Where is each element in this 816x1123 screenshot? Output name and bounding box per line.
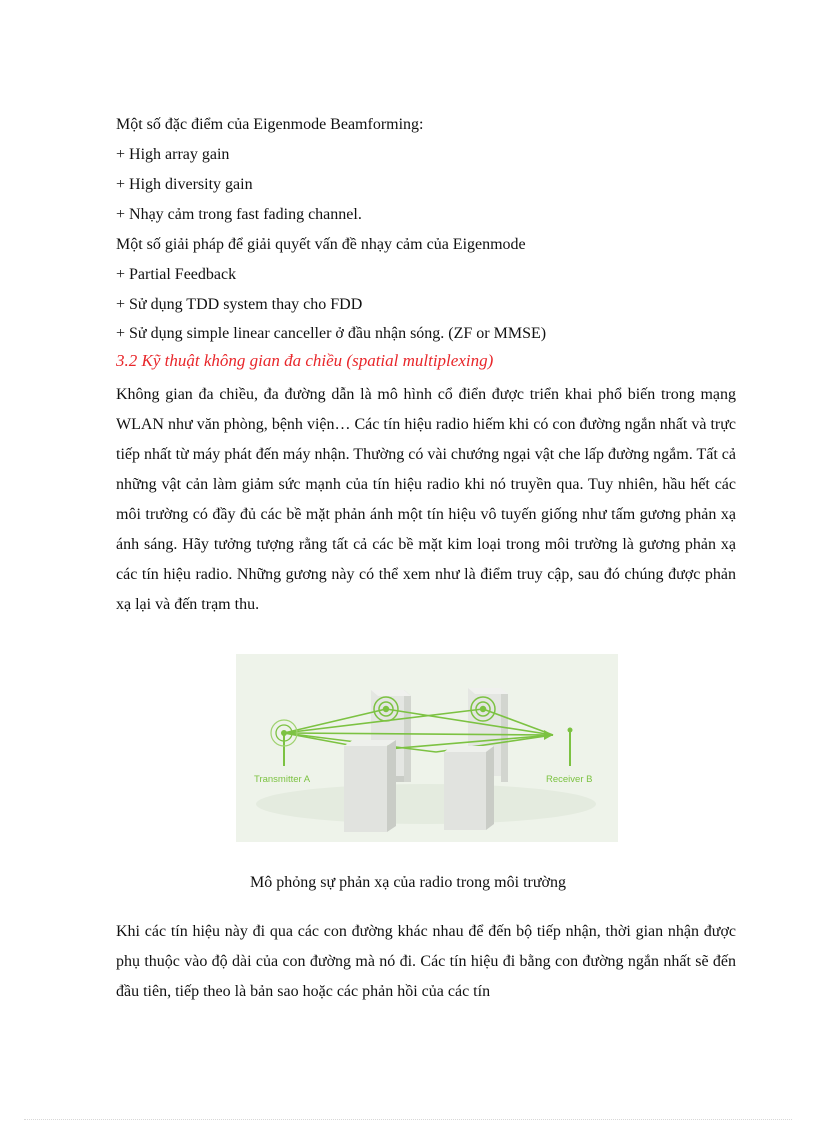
solutions-title: Một số giải pháp để giải quyết vấn đề nhạy cảm của Eigenmode (116, 236, 526, 253)
figure-caption: Mô phỏng sự phản xạ của radio trong môi trường (250, 874, 566, 891)
solution-item: + Partial Feedback (116, 266, 237, 283)
section-heading: 3.2 Kỹ thuật không gian đa chiều (spatial multiplexing) (116, 351, 494, 370)
page-bottom-rule (24, 1119, 792, 1120)
multipath-figure (236, 654, 618, 842)
body-paragraph-2: Khi các tín hiệu này đi qua các con đường khác nhau để đến bộ tiếp nhận, thời gian nhận được phụ thuộc vào độ dài của con đường mà nó đi. Các tín hiệu đi bằng con đường ngắn nhất sẽ đến đầu tiên, tiếp theo là bản sao hoặc các phản hồi của các tín (116, 923, 736, 1000)
reflector-block-front-left (344, 740, 396, 832)
feature-item: + Nhạy cảm trong fast fading channel. (116, 206, 362, 223)
transmitter-label: Transmitter A (254, 774, 311, 785)
feature-item: + High array gain (116, 146, 230, 163)
solution-item: + Sử dụng simple linear canceller ở đầu nhận sóng. (ZF or MMSE) (116, 325, 547, 342)
body-paragraph-1: Không gian đa chiều, đa đường dẫn là mô hình cổ điển được triển khai phổ biến trong mạng WLAN như văn phòng, bệnh viện… Các tín hiệu radio hiếm khi có con đường ngắn nhất và trực tiếp nhất từ máy phát đến máy nhận. Thường có vài chướng ngại vật che lấp đường ngắm. Tất cả những vật cản làm giảm sức mạnh của tín hiệu radio khi nó truyền qua. Tuy nhiên, hầu hết các môi trường có đầy đủ các bề mặt phản ánh một tín hiệu vô tuyến giống như tấm gương phản xạ ánh sáng. Hãy tưởng tượng rằng tất cả các bề mặt kim loại trong môi trường là gương phản xạ các tín hiệu radio. Những gương này có thể xem như là điểm truy cập, sau đó chúng được phản xạ lại và đến trạm thu. (116, 386, 736, 613)
receiver-label: Receiver B (546, 774, 593, 785)
reflector-block-front-right (444, 746, 494, 830)
solution-item: + Sử dụng TDD system thay cho FDD (116, 296, 363, 313)
feature-item: + High diversity gain (116, 176, 253, 193)
features-title: Một số đặc điểm của Eigenmode Beamforming: (116, 116, 424, 133)
multipath-diagram (236, 654, 618, 842)
